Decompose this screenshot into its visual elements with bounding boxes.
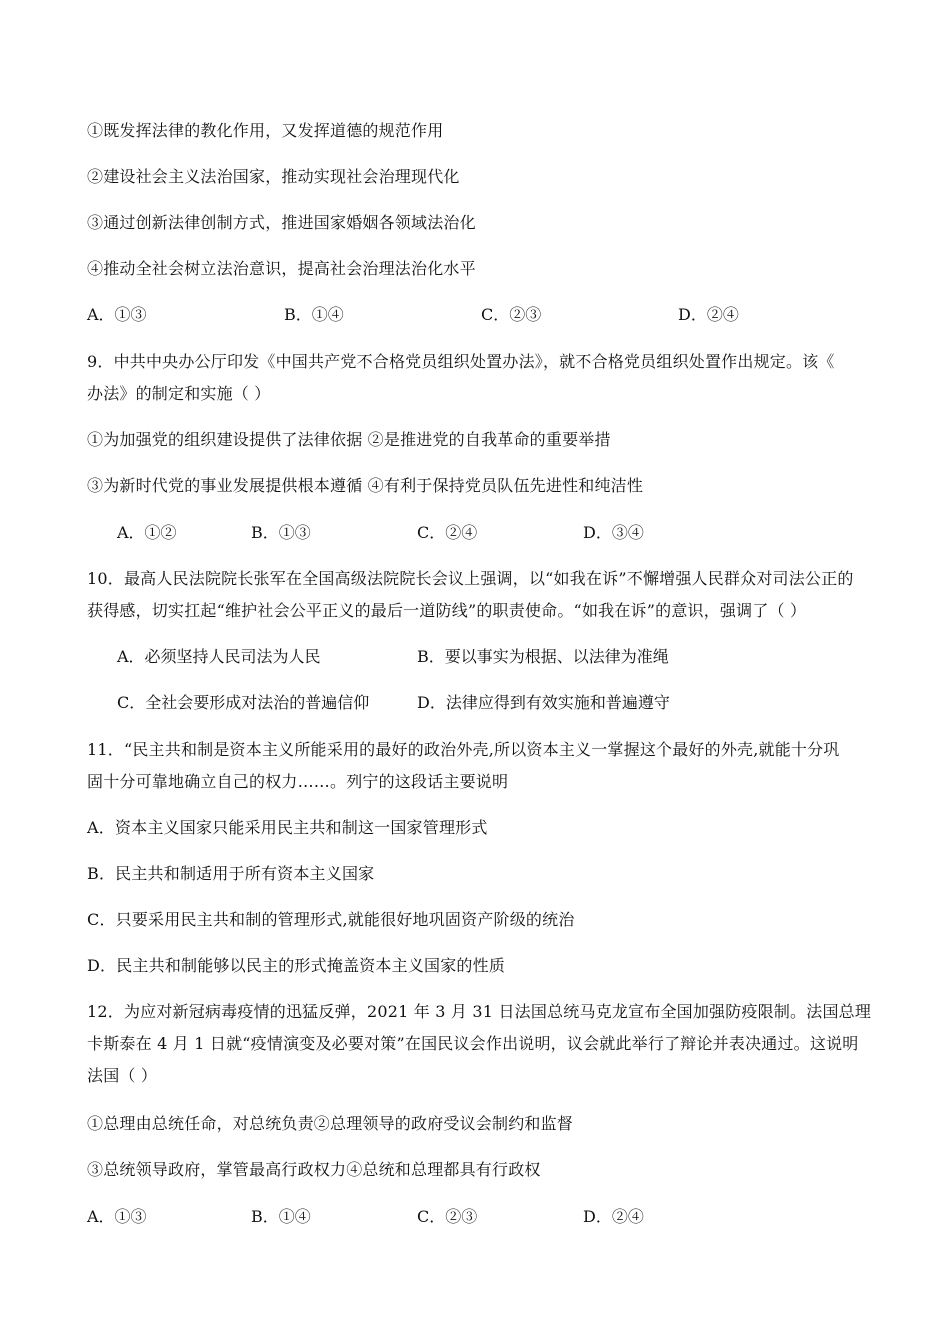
q8-option-c: C．②③ [481, 305, 542, 324]
q12-statements-line-1: ①总理由总统任命，对总统负责②总理领导的政府受议会制约和监督 [87, 1114, 574, 1133]
q12-option-b: B．①④ [251, 1207, 311, 1226]
q8-statement-4: ④推动全社会树立法治意识，提高社会治理法治化水平 [87, 259, 476, 278]
q10-option-b: B．要以事实为根据、以法律为准绳 [417, 647, 669, 666]
q11-stem-line-2: 固十分可靠地确立自己的权力……。列宁的这段话主要说明 [87, 772, 509, 791]
q8-option-a: A．①③ [87, 305, 147, 324]
q12-option-c: C．②③ [417, 1207, 478, 1226]
q9-option-b: B．①③ [251, 523, 311, 542]
q9-option-a: A．①② [117, 523, 177, 542]
q10-option-c: C．全社会要形成对法治的普遍信仰 [117, 693, 370, 712]
q9-stem-line-1: 9．中共中央办公厅印发《中国共产党不合格党员组织处置办法》，就不合格党员组织处置作出规定。该《 [87, 352, 835, 371]
q12-option-d: D．②④ [583, 1207, 644, 1226]
q9-statements-line-2: ③为新时代党的事业发展提供根本遵循 ④有利于保持党员队伍先进性和纯洁性 [87, 476, 644, 495]
q12-stem-line-3: 法国（ ） [87, 1066, 158, 1085]
q11-option-d: D．民主共和制能够以民主的形式掩盖资本主义国家的性质 [87, 956, 506, 975]
q11-option-a: A．资本主义国家只能采用民主共和制这一国家管理形式 [87, 818, 488, 837]
q11-option-b: B．民主共和制适用于所有资本主义国家 [87, 864, 375, 883]
q8-option-d: D．②④ [678, 305, 739, 324]
q9-option-d: D．③④ [583, 523, 644, 542]
q12-statements-line-2: ③总统领导政府，掌管最高行政权力④总统和总理都具有行政权 [87, 1160, 541, 1179]
q9-statements-line-1: ①为加强党的组织建设提供了法律依据 ②是推进党的自我革命的重要举措 [87, 430, 611, 449]
q8-statement-1: ①既发挥法律的教化作用，又发挥道德的规范作用 [87, 121, 444, 140]
q11-option-c: C．只要采用民主共和制的管理形式,就能很好地巩固资产阶级的统治 [87, 910, 575, 929]
q12-stem-line-1: 12．为应对新冠病毒疫情的迅猛反弹，2021 年 3 月 31 日法国总统马克龙宣布全国加强防疫限制。法国总理 [87, 1002, 872, 1021]
q8-statement-2: ②建设社会主义法治国家，推动实现社会治理现代化 [87, 167, 460, 186]
q9-option-c: C．②④ [417, 523, 478, 542]
q9-stem-line-2: 办法》的制定和实施（ ） [87, 384, 271, 403]
q10-stem-line-2: 获得感，切实扛起“维护社会公平正义的最后一道防线”的职责使命。“如我在诉”的意识，强调了（ ） [87, 601, 807, 620]
q8-statement-3: ③通过创新法律创制方式，推进国家婚姻各领域法治化 [87, 213, 476, 232]
q10-option-a: A．必须坚持人民司法为人民 [117, 647, 321, 666]
q12-stem-line-2: 卡斯泰在 4 月 1 日就“疫情演变及必要对策”在国民议会作出说明，议会就此举行了辩论并表决通过。这说明 [87, 1034, 859, 1053]
q11-stem-line-1: 11．“民主共和制是资本主义所能采用的最好的政治外壳,所以资本主义一掌握这个最好的外壳,就能十分巩 [87, 740, 840, 759]
q10-stem-line-1: 10．最高人民法院院长张军在全国高级法院院长会议上强调，以“如我在诉”不懈增强人民群众对司法公正的 [87, 569, 854, 588]
q8-option-b: B．①④ [284, 305, 344, 324]
q12-option-a: A．①③ [87, 1207, 147, 1226]
q10-option-d: D．法律应得到有效实施和普遍遵守 [417, 693, 670, 712]
